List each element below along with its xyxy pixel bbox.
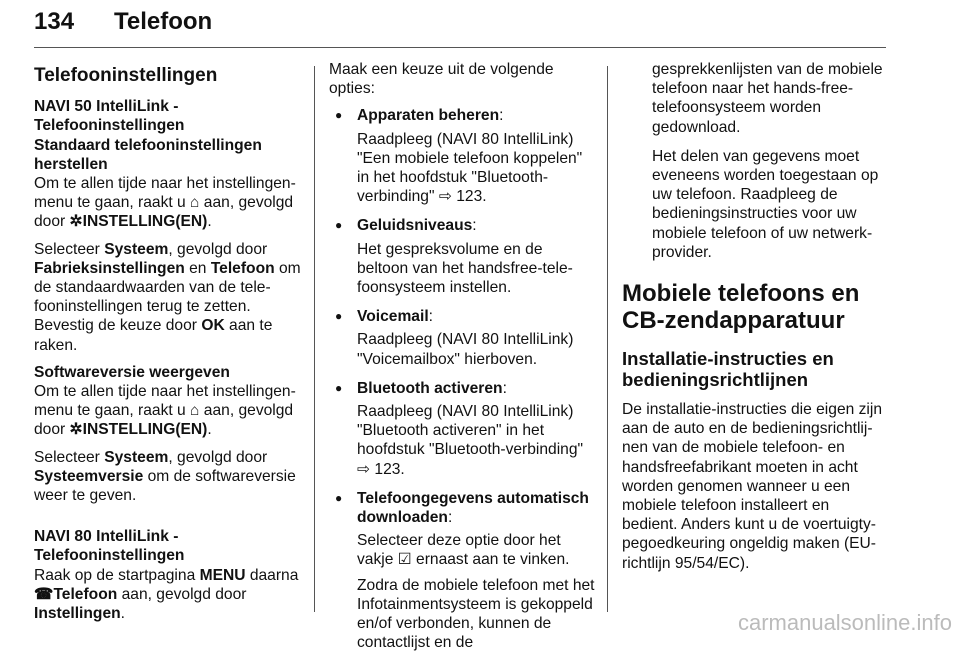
bullet-icon: ● [335, 309, 343, 324]
option-label: Telefoongegevens automatisch downloaden [357, 489, 589, 527]
navi80-paragraph: Raak op de startpagina MENU daarna ☎Telefoon aan, gevolgd door Instellingen. [34, 566, 299, 623]
bullet-icon: ● [335, 490, 343, 505]
option-label: Apparaten beheren [357, 107, 500, 125]
bullet-icon: ● [335, 218, 343, 233]
watermark: carmanualsonline.info [737, 610, 952, 635]
column-1 [34, 66, 304, 631]
section-title: Telefooninstellingen [34, 65, 218, 86]
chapter-title: Telefoon [114, 8, 213, 35]
option-description: Raadpleeg (NAVI 80 IntelliLink) "Een mobiele telefoon koppelen" in het hoofdstuk "Bluetooth-verbinding" ⇨ 123. [357, 130, 583, 206]
page-header [34, 6, 886, 46]
option-item: ● Voicemail: [335, 308, 433, 326]
reset-paragraph-1: Om te allen tijde naar het instellingen-menu te gaan, raakt u ⌂ aan, gevolgd door ✲INSTELLING(EN). [34, 175, 296, 231]
home-icon: ⌂ [190, 194, 200, 212]
option-item: ● Bluetooth activeren: [335, 379, 507, 397]
section-heading: Mobiele telefoons en CB-zendapparatuur [622, 280, 860, 335]
continued-paragraph-2: Het delen van gegevens moet eveneens worden toegestaan op uw telefoon. Raadpleeg de bedieningsinstructies voor uw mobiele telefoon of uw netwerk-provider. [652, 147, 879, 261]
option-description: Raadpleeg (NAVI 80 IntelliLink) "Bluetooth activeren" in het hoofdstuk "Bluetooth-verbinding" ⇨ 123. [357, 403, 584, 478]
option-label: Geluidsniveaus [357, 217, 473, 235]
software-heading: Softwareversie weergeven [34, 363, 230, 381]
options-intro: Maak een keuze uit de volgende opties: [329, 61, 554, 98]
option-description: Raadpleeg (NAVI 80 IntelliLink) "Voicemailbox" hierboven. [357, 331, 574, 368]
software-paragraph-1: Om te allen tijde naar het instellingen-menu te gaan, raakt u ⌂ aan, gevolgd door ✲INSTELLING(EN). [34, 383, 296, 439]
option-description: Selecteer deze optie door het vakje ☑ ernaast aan te vinken. [357, 532, 570, 569]
option-label: Bluetooth activeren [357, 379, 503, 397]
reset-paragraph-2: Selecteer Systeem, gevolgd door Fabrieksinstellingen en Telefoon om de standaardwaarden van de tele-fooninstellingen terug te zetten. Bevestig de keuze door OK aan te raken. [34, 240, 301, 354]
sub-heading: Installatie-instructies en bedieningsrichtlijnen [622, 348, 834, 391]
column-3 [622, 60, 888, 581]
continuation-paragraph: Zodra de mobiele telefoon met het Infotainmentsysteem is gekoppeld en/of verbonden, kunnen de contactlijst en de [357, 576, 595, 652]
bullet-icon: ● [335, 380, 343, 395]
navi50-heading: NAVI 50 IntelliLink - Telefooninstellingen [34, 98, 185, 135]
gear-icon: ✲ [69, 213, 83, 231]
option-item: ● Geluidsniveaus: [335, 217, 477, 235]
option-item: ● Apparaten beheren: [335, 107, 504, 125]
header-rule [34, 47, 886, 48]
option-description: Het gespreksvolume en de beltoon van het handsfree-tele-foonsysteem instellen. [357, 240, 573, 297]
phone-icon: ☎ [34, 585, 54, 603]
column-divider-1 [314, 66, 315, 612]
bullet-icon: ● [335, 108, 343, 123]
navi80-heading: NAVI 80 IntelliLink - Telefooninstellingen [34, 528, 185, 565]
installation-paragraph: De installatie-instructies die eigen zijn aan de auto en de bedieningsrichtlij-nen van de mobiele telefoon- en handsfreefabrikant moeten in acht worden genomen wanneer u een mobiele telefoon installeert en bedient. Anders kunt u de voertuigty-pegoedkeuring ongeldig maken (EU-richtlijn 95/54/EC). [622, 401, 883, 572]
column-divider-2 [607, 66, 608, 612]
option-label: Voicemail [357, 308, 429, 326]
column-2 [329, 60, 597, 662]
option-item: ● Telefoongegevens automatisch downloaden: [335, 489, 589, 527]
options-list [329, 106, 597, 569]
reset-heading: Standaard telefooninstellingen herstellen [34, 136, 262, 173]
continued-paragraph-1: gesprekkenlijsten van de mobiele telefoon naar het hands-free-telefoonsysteem worden gedownload. [652, 61, 883, 136]
software-paragraph-2: Selecteer Systeem, gevolgd door Systeemversie om de softwareversie weer te geven. [34, 448, 296, 505]
home-icon: ⌂ [190, 402, 200, 420]
gear-icon: ✲ [69, 421, 83, 439]
page-number: 134 [34, 8, 75, 35]
